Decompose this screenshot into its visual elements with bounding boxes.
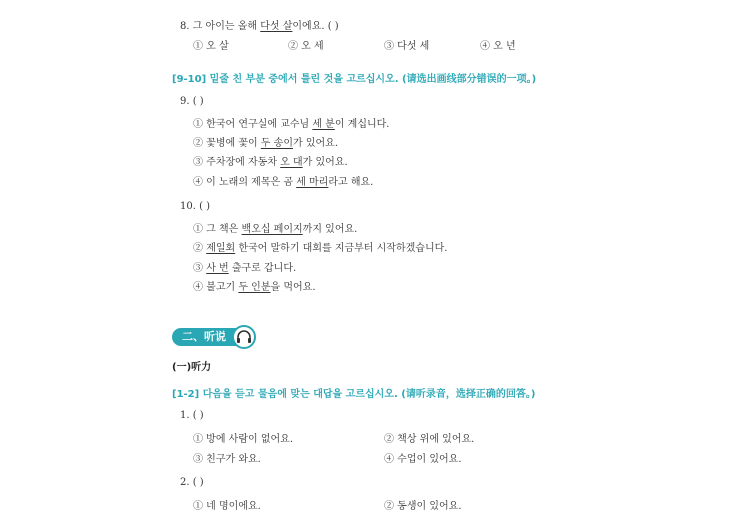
q9-o1-a-text: ① 한국어 연구실에 교수님 (193, 119, 313, 130)
q10-o3-a-text: ③ (193, 263, 207, 274)
q8-option-3: ③ 다섯 세 (384, 41, 430, 52)
q9-o2-u-text: 두 송이 (260, 138, 294, 149)
q9-o2-a-text: ② 꽃병에 꽃이 (193, 138, 261, 149)
q8-option-4: ④ 오 년 (480, 41, 516, 52)
l1-option-1: ① 방에 사람이 없어요. (193, 434, 293, 445)
l1-option-4: ④ 수업이 있어요. (384, 454, 462, 465)
q9-o3-a-text: ③ 주차장에 자동차 (193, 157, 281, 168)
q9-option-4 (193, 173, 373, 188)
q8-underlined: 다섯 살 (260, 21, 293, 32)
l2-option-1: ① 네 명이에요. (193, 501, 261, 512)
section-1-2-heading: [1-2] 다음을 듣고 물음에 맞는 대답을 고르십시오. (请听录音，选择正确的回答。) (172, 389, 536, 400)
q9-option-1 (193, 115, 390, 130)
headphones-icon (232, 325, 256, 349)
q10-o2-a-text: ② (193, 243, 207, 254)
l1-option-2: ② 책상 위에 있어요. (384, 434, 475, 445)
question-9-number: 9. ( ) (180, 96, 204, 107)
q9-o4-u-text: 세 마리 (296, 177, 329, 188)
part-2-banner: 二、听说 (172, 328, 236, 346)
section-9-10-heading: [9-10] 밑줄 친 부분 중에서 틀린 것을 고르십시오. (请选出画线部分错误的一项。) (172, 74, 537, 85)
q8-stem-text: 8. 그 아이는 올해 (180, 21, 261, 32)
q10-o4-u-text: 두 인분 (238, 282, 271, 293)
q9-o3-u-text: 오 대 (280, 157, 303, 168)
q9-o3-b-text: 가 있어요. (302, 157, 348, 168)
q9-o2-b-text: 가 있어요. (293, 138, 339, 149)
q10-o4-a-text: ④ 불고기 (193, 282, 239, 293)
q10-o3-u-text: 사 번 (206, 263, 229, 274)
q10-o1-u-text: 백오십 페이지 (241, 224, 303, 235)
question-10-number: 10. ( ) (180, 201, 211, 212)
q9-o4-a-text: ④ 이 노래의 제목은 곰 (193, 177, 297, 188)
listening-heading: (一)听力 (172, 362, 212, 373)
q9-o1-b-text: 이 계십니다. (334, 119, 390, 130)
q8-option-1: ① 오 살 (193, 41, 229, 52)
q8-stem-end: 이에요. ( ) (292, 21, 339, 32)
listening-question-2-number: 2. ( ) (180, 477, 204, 488)
l2-option-2: ② 동생이 있어요. (384, 501, 462, 512)
question-8-stem (180, 17, 339, 32)
q8-option-2: ② 오 세 (288, 41, 324, 52)
q10-option-3 (193, 259, 296, 274)
q9-o1-u-text: 세 분 (312, 119, 335, 130)
q10-o1-b-text: 까지 있어요. (302, 224, 358, 235)
q10-o4-b-text: 을 먹어요. (270, 282, 316, 293)
q10-o3-b-text: 출구로 갑니다. (228, 263, 297, 274)
q10-option-2 (193, 239, 447, 254)
cut-off-previous-line (185, 0, 565, 4)
l1-option-3: ③ 친구가 와요. (193, 454, 261, 465)
q10-option-1 (193, 220, 357, 235)
listening-question-1-number: 1. ( ) (180, 410, 204, 421)
q9-o4-b-text: 라고 해요. (328, 177, 374, 188)
q9-option-2 (193, 134, 338, 149)
q10-o2-b-text: 한국어 말하기 대회를 지금부터 시작하겠습니다. (235, 243, 448, 254)
q10-o1-a-text: ① 그 책은 (193, 224, 242, 235)
q10-o2-u-text: 제일회 (206, 243, 236, 254)
q10-option-4 (193, 278, 316, 293)
q9-option-3 (193, 153, 348, 168)
